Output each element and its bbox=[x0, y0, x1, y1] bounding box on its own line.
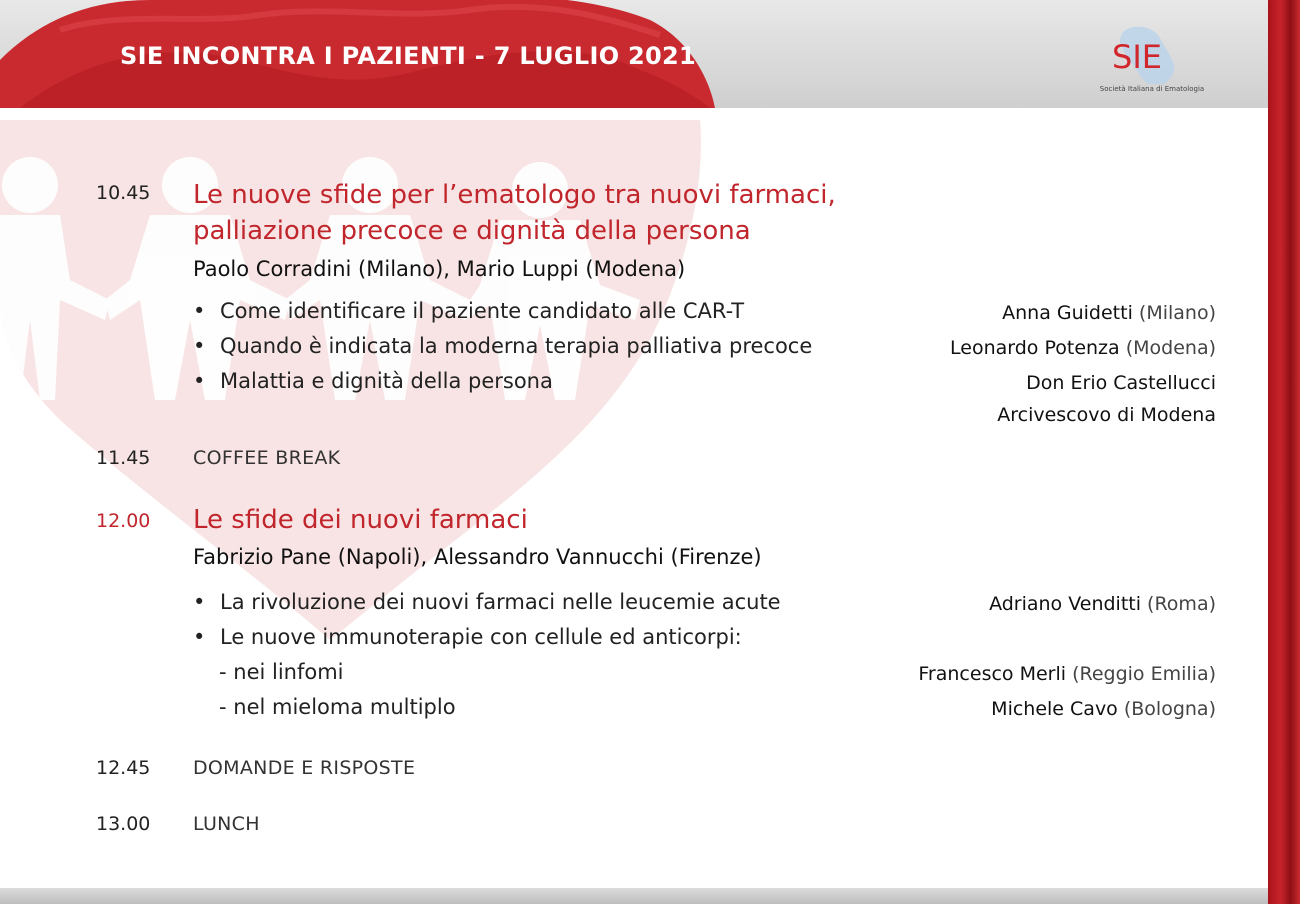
break-label: COFFEE BREAK bbox=[193, 447, 341, 469]
speaker-city: (Milano) bbox=[1138, 302, 1216, 324]
agenda-item-text: Le nuove immunoterapie con cellule ed anticorpi: bbox=[220, 625, 742, 649]
bullet-icon: • bbox=[193, 590, 206, 614]
agenda-item bbox=[193, 590, 781, 614]
agenda-item bbox=[193, 334, 812, 358]
session-time: 12.00 bbox=[96, 510, 151, 532]
session-time: 11.45 bbox=[96, 447, 151, 469]
agenda-item-text: La rivoluzione dei nuovi farmaci nelle leucemie acute bbox=[220, 590, 781, 614]
speaker-name: Michele Cavo bbox=[991, 698, 1118, 720]
session-chairs: Fabrizio Pane (Napoli), Alessandro Vannucchi (Firenze) bbox=[193, 545, 762, 569]
bullet-icon: • bbox=[193, 334, 206, 358]
agenda-item-text: Quando è indicata la moderna terapia palliativa precoce bbox=[220, 334, 813, 358]
sie-logo-text: SIE bbox=[1112, 38, 1162, 76]
speaker-role: Arcivescovo di Modena bbox=[997, 404, 1216, 426]
bullet-icon: • bbox=[193, 299, 206, 323]
session-title-line: Le nuove sfide per l’ematologo tra nuovi farmaci, bbox=[193, 180, 836, 210]
agenda-item-text: Come identificare il paziente candidato alle CAR-T bbox=[220, 299, 745, 323]
speaker-city: (Reggio Emilia) bbox=[1072, 663, 1216, 685]
speaker bbox=[950, 337, 1216, 359]
speaker bbox=[989, 593, 1216, 615]
agenda-item bbox=[193, 369, 553, 393]
speaker bbox=[991, 698, 1216, 720]
speaker-name: Anna Guidetti bbox=[1002, 302, 1133, 324]
agenda-subitem: - nei linfomi bbox=[219, 660, 344, 684]
logo-subtitle: Società Italiana di Ematologia bbox=[1099, 85, 1205, 93]
agenda-item-text: Malattia e dignità della persona bbox=[220, 369, 553, 393]
speaker-city: (Bologna) bbox=[1123, 698, 1216, 720]
session-title-line: palliazione precoce e dignità della persona bbox=[193, 216, 751, 246]
bullet-icon: • bbox=[193, 369, 206, 393]
break-label: DOMANDE E RISPOSTE bbox=[193, 757, 416, 779]
speaker-name: Adriano Venditti bbox=[989, 593, 1141, 615]
speaker-name: Francesco Merli bbox=[918, 663, 1067, 685]
speaker-city: (Roma) bbox=[1147, 593, 1216, 615]
agenda-subitem: - nel mieloma multiplo bbox=[219, 695, 456, 719]
bottom-band bbox=[0, 888, 1268, 904]
session-chairs: Paolo Corradini (Milano), Mario Luppi (Modena) bbox=[193, 257, 686, 281]
break-label: LUNCH bbox=[193, 813, 260, 835]
speaker bbox=[918, 663, 1216, 685]
speaker bbox=[1002, 302, 1216, 324]
agenda-item bbox=[193, 299, 744, 323]
session-time: 10.45 bbox=[96, 182, 151, 204]
speaker-name: Leonardo Potenza bbox=[950, 337, 1120, 359]
speaker-name: Don Erio Castellucci bbox=[1026, 372, 1216, 394]
session-time: 13.00 bbox=[96, 813, 151, 835]
bullet-icon: • bbox=[193, 625, 206, 649]
sie-logo bbox=[1090, 24, 1210, 94]
session-time: 12.45 bbox=[96, 757, 151, 779]
right-decorative-strip bbox=[1268, 0, 1300, 904]
speaker-city: (Modena) bbox=[1125, 337, 1216, 359]
session-title-line: Le sfide dei nuovi farmaci bbox=[193, 505, 528, 535]
sie-logo-mark-icon bbox=[1108, 24, 1178, 86]
page-title: SIE INCONTRA I PAZIENTI - 7 LUGLIO 2021 bbox=[120, 42, 697, 70]
agenda-item bbox=[193, 625, 742, 649]
